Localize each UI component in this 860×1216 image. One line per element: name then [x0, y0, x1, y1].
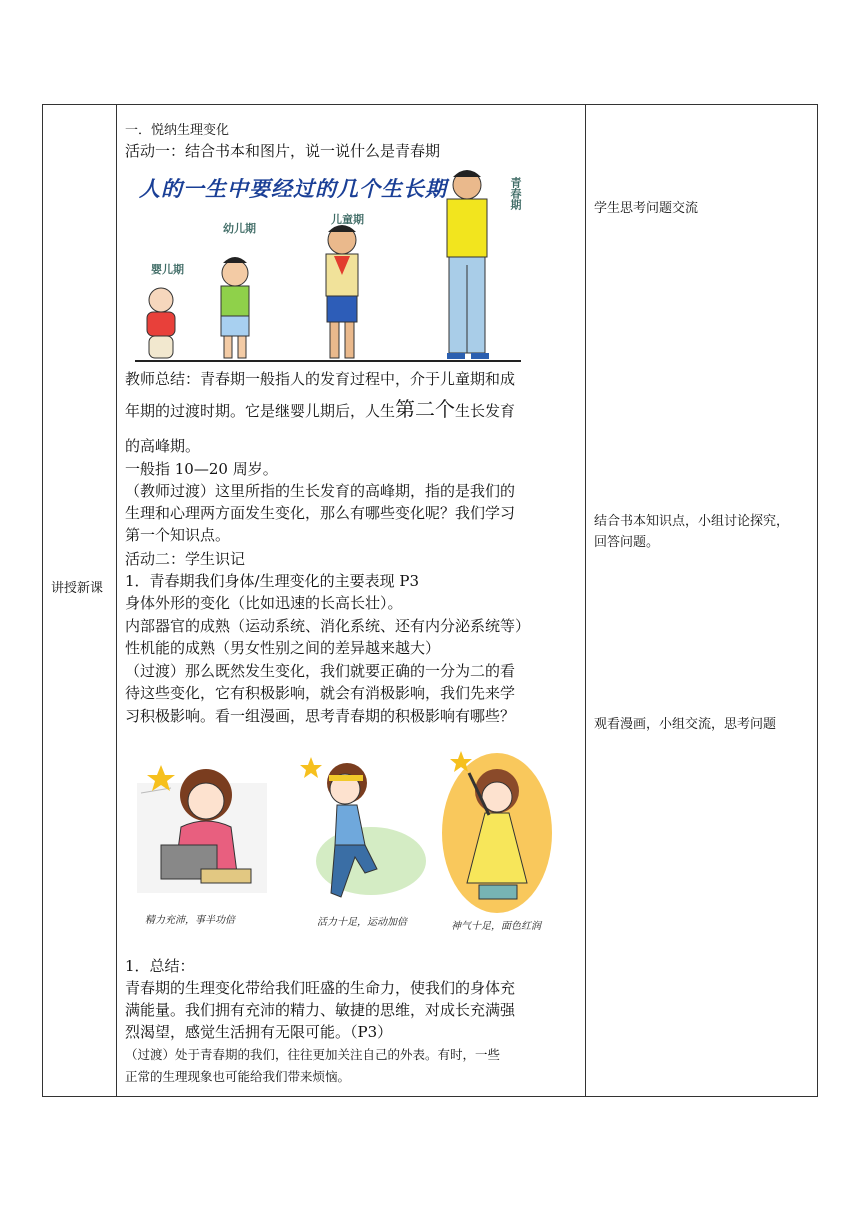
stage-label-child: 儿童期 [331, 213, 364, 226]
growth-stages-drawing [131, 165, 531, 365]
summary-line-1: 教师总结：青春期一般指人的发育过程中，介于儿童期和成 [125, 370, 516, 388]
point-one: 1．青春期我们身体/生理变化的主要表现 P3 [125, 572, 420, 590]
lesson-table [42, 104, 818, 1097]
transition-1-line-2: 生理和心理两方面发生变化，那么有哪些变化呢？我们学习 [125, 504, 516, 522]
child-figure [326, 225, 358, 358]
transition-2-line-1: （过渡）那么既然发生变化，我们就要正确的一分为二的看 [125, 662, 516, 680]
point-body-change: 身体外形的变化（比如迅速的长高长壮）。 [125, 594, 403, 612]
transition-1-line-3: 第一个知识点。 [125, 526, 231, 544]
comic-caption-1: 精力充沛，事半功倍 [145, 915, 235, 926]
comic-panel-energetic [137, 765, 267, 893]
transition-3-line-2: 正常的生理现象也可能给我们带来烦恼。 [125, 1069, 351, 1084]
summary-line-3: 的高峰期。 [125, 437, 201, 455]
transition-3-line-1: （过渡）处于青春期的我们，往往更加关注自己的外表。有时，一些 [125, 1047, 501, 1062]
comic-panel-active [300, 757, 426, 897]
content-cell [117, 105, 585, 1096]
toddler-figure [221, 257, 249, 358]
age-range: 一般指 10—20 周岁。 [125, 460, 278, 478]
stage-label-toddler: 幼儿期 [223, 222, 256, 235]
stage-label-adolescence: 青春期 [509, 177, 522, 210]
growth-stages-illustration [131, 165, 531, 365]
activity-one: 活动一：结合书本和图片，说一说什么是青春期 [125, 142, 441, 160]
student-note-1: 学生思考问题交流 [594, 201, 699, 216]
comic-illustrations [131, 743, 571, 938]
student-note-3: 观看漫画，小组交流，思考问题 [594, 717, 777, 732]
stage-label-infant: 婴儿期 [151, 263, 184, 276]
summary-two-line-2: 满能量。我们拥有充沛的精力、敏捷的思维，对成长充满强 [125, 1001, 516, 1019]
summary-two-line-3: 烈渴望，感觉生活拥有无限可能。（P3） [125, 1023, 393, 1041]
point-organ-maturity: 内部器官的成熟（运动系统、消化系统、还有内分泌系统等） [125, 617, 531, 635]
emphasis-text: 第二个 [395, 397, 456, 421]
comic-caption-2: 活力十足，运动加倍 [317, 917, 407, 928]
teen-figure [447, 170, 489, 359]
row-label-cell [43, 105, 116, 1096]
comic-drawing [131, 743, 571, 938]
activity-cell [586, 105, 818, 1096]
comic-caption-3: 神气十足，面色红润 [451, 921, 541, 932]
section-heading: 一．悦纳生理变化 [125, 123, 230, 138]
transition-2-line-3: 习积极影响。看一组漫画，思考青春期的积极影响有哪些？ [125, 707, 516, 725]
figure-title: 人的一生中要经过的几个生长期 [139, 177, 447, 201]
row-label: 讲授新课 [51, 581, 104, 596]
student-note-2-line-2: 回答问题。 [594, 535, 660, 550]
comic-panel-confident [442, 751, 552, 913]
student-note-2-line-1: 结合书本知识点，小组讨论探究， [594, 514, 790, 529]
transition-1-line-1: （教师过渡）这里所指的生长发育的高峰期，指的是我们的 [125, 482, 516, 500]
transition-2-line-2: 待这些变化，它有积极影响，就会有消极影响，我们先来学 [125, 684, 516, 702]
activity-two: 活动二：学生识记 [125, 550, 246, 568]
summary-two-line-1: 青春期的生理变化带给我们旺盛的生命力，使我们的身体充 [125, 979, 516, 997]
summary-line-2: 年期的过渡时期。它是继婴儿期后，人生第二个生长发育 [125, 397, 516, 421]
summary-two-title: 1．总结： [125, 957, 195, 975]
baby-figure [147, 288, 175, 358]
point-sex-maturity: 性机能的成熟（男女性别之间的差异越来越大） [125, 639, 441, 657]
